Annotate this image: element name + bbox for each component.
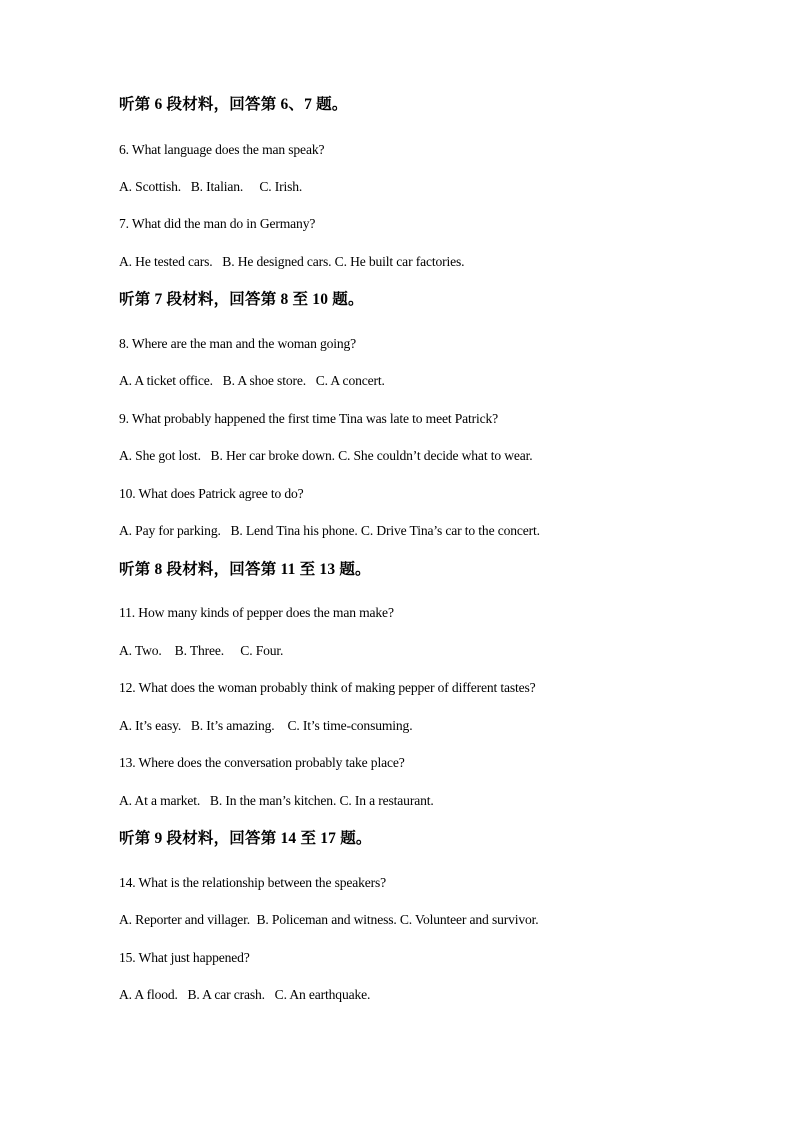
question-14: 14. What is the relationship between the speakers? [119, 875, 387, 890]
options-7: A. He tested cars. B. He designed cars. C. He built car factories. [119, 254, 465, 269]
options-11: A. Two. B. Three. C. Four. [119, 643, 284, 658]
options-9: A. She got lost. B. Her car broke down. C. She couldn’t decide what to wear. [119, 448, 533, 463]
options-10: A. Pay for parking. B. Lend Tina his phone. C. Drive Tina’s car to the concert. [119, 523, 540, 538]
options-15: A. A flood. B. A car crash. C. An earthquake. [119, 987, 371, 1002]
question-8: 8. Where are the man and the woman going? [119, 336, 357, 351]
question-15: 15. What just happened? [119, 950, 250, 965]
question-13: 13. Where does the conversation probably take place? [119, 755, 405, 770]
section-heading: 听第 6 段材料，回答第 6、7 题。 [119, 96, 348, 113]
question-11: 11. How many kinds of pepper does the man make? [119, 605, 394, 620]
section-heading: 听第 7 段材料，回答第 8 至 10 题。 [119, 291, 364, 308]
question-7: 7. What did the man do in Germany? [119, 216, 316, 231]
options-6: A. Scottish. B. Italian. C. Irish. [119, 179, 303, 194]
question-6: 6. What language does the man speak? [119, 142, 325, 157]
options-8: A. A ticket office. B. A shoe store. C. A concert. [119, 373, 385, 388]
question-12: 12. What does the woman probably think of making pepper of different tastes? [119, 680, 536, 695]
options-14: A. Reporter and villager. B. Policeman and witness. C. Volunteer and survivor. [119, 912, 539, 927]
question-10: 10. What does Patrick agree to do? [119, 486, 304, 501]
options-12: A. It’s easy. B. It’s amazing. C. It’s time-consuming. [119, 718, 413, 733]
section-heading: 听第 8 段材料，回答第 11 至 13 题。 [119, 561, 371, 578]
options-13: A. At a market. B. In the man’s kitchen. C. In a restaurant. [119, 793, 434, 808]
section-heading: 听第 9 段材料，回答第 14 至 17 题。 [119, 830, 372, 847]
question-9: 9. What probably happened the first time Tina was late to meet Patrick? [119, 411, 499, 426]
